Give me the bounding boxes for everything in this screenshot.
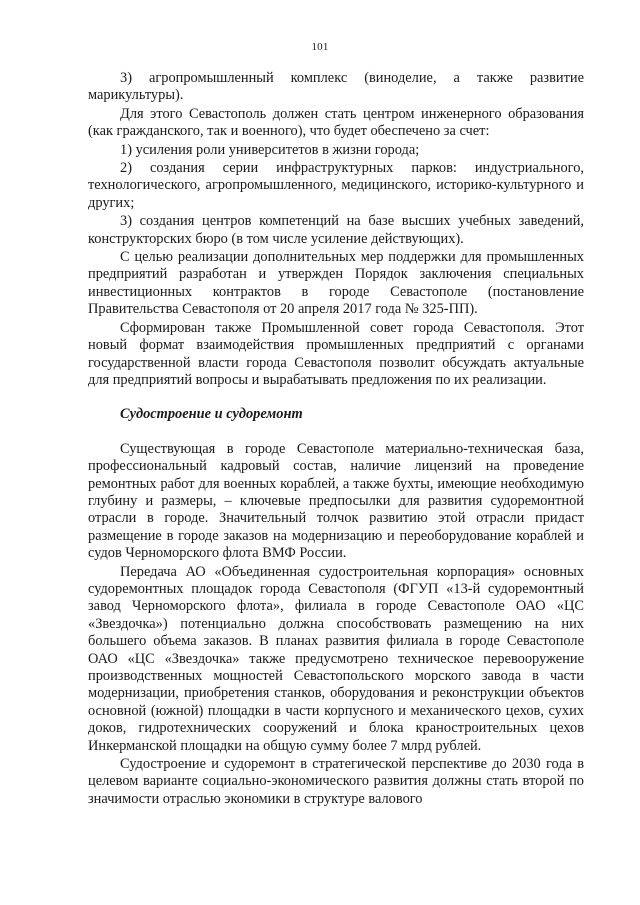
- paragraph-industrial-council: Сформирован также Промышленной совет города Севастополя. Этот новый формат взаимодействия промышленных предприятий с органами государственной власти города Севастополя позволит обсуждать актуальные для предприятий вопросы и вырабатывать предложения по их реализации.: [88, 319, 584, 388]
- paragraph-ship-repair-base: Существующая в городе Севастополе материально-техническая база, профессиональный кадровый состав, наличие лицензий на проведение ремонтных работ для военных кораблей, а также бухты, имеющие необходимую глубину и размеры, – ключевые предпосылки для развития судоремонтной отрасли в городе. Значительный толчок развитию этой отрасли придаст размещение в городе заказов на модернизацию и переоборудование кораблей и судов Черноморского флота ВМФ России.: [88, 440, 584, 562]
- section-heading: Судостроение и судоремонт: [120, 406, 303, 423]
- list-item-competence-centers: 3) создания центров компетенций на базе высших учебных заведений, конструкторских бюро (в том числе усиление действующих).: [88, 213, 584, 247]
- paragraph-osk-transfer: Передача АО «Объединенная судостроительная корпорация» основных судоремонтных площадок города Севастополя (ФГУП «13-й судоремонтный завод Черноморского флота», филиала в городе Севастополе ОАО «ЦС «Звездочка») потенциально должна способствовать размещению на них большего объема заказов. В планах развития филиала в городе Севастополе ОАО «ЦС «Звездочка» также предусмотрено техническое перевооружение производственных мощностей Севастопольского морского завода в части модернизации, приобретения станков, оборудования и реконструкции объектов основной (южной) площадки в части корпусного и механического цехов, сухих доков, гидротехнических сооружений и блока краностроительных цехов Инкерманской площадки на общую сумму более 7 млрд рублей.: [88, 563, 584, 754]
- page-body: [88, 70, 584, 808]
- paragraph-engineering-education: Для этого Севастополь должен стать центром инженерного образования (как гражданского, так и военного), что будет обеспечено за счет:: [88, 105, 584, 140]
- paragraph-strategy-2030: Судостроение и судоремонт в стратегической перспективе до 2030 года в целевом варианте социально-экономического развития должны стать второй по значимости отраслью экономики в структуре валового: [88, 756, 584, 807]
- page-number: 101: [311, 41, 329, 53]
- paragraph-investment-contracts: С целью реализации дополнительных мер поддержки для промышленных предприятий разработан и утвержден Порядок заключения специальных инвестиционных контрактов в городе Севастополе (постановление Правительства Севастополя от 20 апреля 2017 года № 325-ПП).: [88, 249, 584, 318]
- list-item-infrastructure-parks: 2) создания серии инфраструктурных парков: индустриального, технологического, агропромышленного, медицинского, историко-культурного и других;: [88, 160, 584, 211]
- paragraph-agro-complex: 3) агропромышленный комплекс (виноделие, а также развитие марикультуры).: [88, 70, 584, 104]
- list-item-universities: 1) усиления роли университетов в жизни города;: [120, 141, 420, 158]
